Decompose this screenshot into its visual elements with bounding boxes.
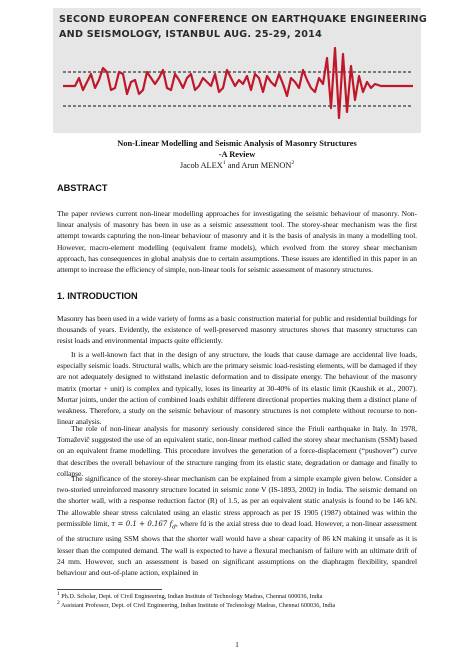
shear-stress-formula-subscript: d xyxy=(172,524,176,531)
page-number: 1 xyxy=(235,640,239,649)
abstract-heading: ABSTRACT xyxy=(57,183,108,193)
footnote-1 xyxy=(57,592,427,601)
author-1-footnote-mark: 1 xyxy=(222,160,226,167)
shear-stress-formula xyxy=(111,519,176,531)
footnote-1-text: Ph.D. Scholar, Dept. of Civil Engineering, Indian Institute of Technology Madras, Chennai 600036, India xyxy=(59,593,323,600)
author-2-footnote-mark: 2 xyxy=(291,160,295,167)
authors-line xyxy=(0,160,474,171)
paper-title-block xyxy=(0,139,474,171)
introduction-paragraph-3: The role of non-linear analysis for masonry seriously considered since the Friuli earthquake in Italy. In 1978, Tomaževič suggested the use of an equivalent static, non-linear method called the storey shear mechanism (SSM) based on an equivalent frame modelling. This procedure involves the generation of a force-displacement (“pushover”) curve that describes the overall behaviour of the structure ranging from its elastic state, degradation or damage and finally to collapse. xyxy=(57,424,417,478)
paragraph-4-text-before-formula: The significance of the storey-shear mechanism can be explained from a simple example given below. Consider a two-storied unreinforced masonry structure located in seismic zone V (IS-1893, 2002) in India. The seismic demand on the shorter wall, with a response reduction factor (R) of 1.5, as per an equivalent static analysis is found to be 146 kN. The allowable shear stress calculated using an elastic stress approach as per IS 1905 (1987) obtained was within the permissible limit, xyxy=(57,474,417,528)
footnote-rule xyxy=(57,589,162,590)
shear-stress-formula-body: τ = 0.1 + 0.167 f xyxy=(111,519,173,528)
introduction-paragraph-2: It is a well-known fact that in the design of any structure, the loads that cause damage are accidental live loads, especially seismic loads. Structural walls, which are the primary seismic load-resisting elements, will be damaged if they are not adequately designed to withstand inelastic deformation and to dissipate energy. The behaviour of the masonry matrix (mortar + unit) is complex and typically, loses its linearity at 30-40% of its elastic limit (Kaushik et al., 2007). Mortar joints, under the action of combined loads exhibit different directional properties making them a distinct plane of weakness. Therefore, a study on the seismic behaviour of masonry structures is not complete without recourse to non-linear analysis. xyxy=(57,350,417,427)
paper-title-line1: Non-Linear Modelling and Seismic Analysis of Masonry Structures xyxy=(117,139,357,148)
conference-banner xyxy=(53,8,427,133)
introduction-paragraph-1: Masonry has been used in a wide variety of forms as a basic construction material for public and residential buildings for thousands of years. Evidently, the existence of well-preserved masonry structures shows that masonry structures can resist loads and environmental impacts quite efficiently. xyxy=(57,314,417,346)
abstract-text: The paper reviews current non-linear modelling approaches for investigating the seismic behaviour of masonry. Non-linear analysis of masonry has been in use as a seismic assessment tool. The storey-shear mechanism was the first attempt towards capturing the non-linear behaviour of masonry and it is the basis of analysis in many a modelling tool. However, macro-element modelling (equivalent frame models), which evolved from the storey shear mechanism approach, has consequences in global analysis due to certain assumptions. These issues are identified in this paper in an attempt to increase the efficiency of simple, non-linear tools for seismic assessment of masonry structures. xyxy=(57,209,417,275)
footnote-2-mark: 2 xyxy=(57,599,60,606)
author-2: and Arun MENON xyxy=(225,161,292,170)
seismogram-trace xyxy=(63,48,413,118)
paragraph-4-text-after-formula: , where fd is the axial stress due to dead load. However, a non-linear assessment of the structure using SSM shows that the shorter wall would have a shear capacity of 86 kN making it unsafe as it is lesser than the computed demand. The wall is expected to have a flexural mechanism of failure with an ultimate drift of 24 mm. However, such an assessment is based on significant assumptions on the diaphragm flexibility, spandrel behaviour and out-of-plane action, explained in xyxy=(57,518,417,578)
introduction-paragraph-4 xyxy=(57,473,417,578)
introduction-heading: 1. INTRODUCTION xyxy=(57,291,138,301)
author-1: Jacob ALEX xyxy=(179,161,223,170)
footnote-2 xyxy=(57,601,427,610)
conference-title-line2: AND SEISMOLOGY, ISTANBUL AUG. 25-29, 2014 xyxy=(59,29,323,40)
conference-title-line1: SECOND EUROPEAN CONFERENCE ON EARTHQUAKE ENGINEERING xyxy=(59,14,427,25)
footnote-1-mark: 1 xyxy=(57,590,60,597)
paper-title xyxy=(0,139,474,160)
footnote-2-text: Assistant Professor, Dept. of Civil Engineering, Indian Institute of Technology Madras, Chennai 600036, India xyxy=(59,602,336,609)
seismogram-graphic xyxy=(53,8,427,133)
paper-title-line2: -A Review xyxy=(218,149,256,159)
